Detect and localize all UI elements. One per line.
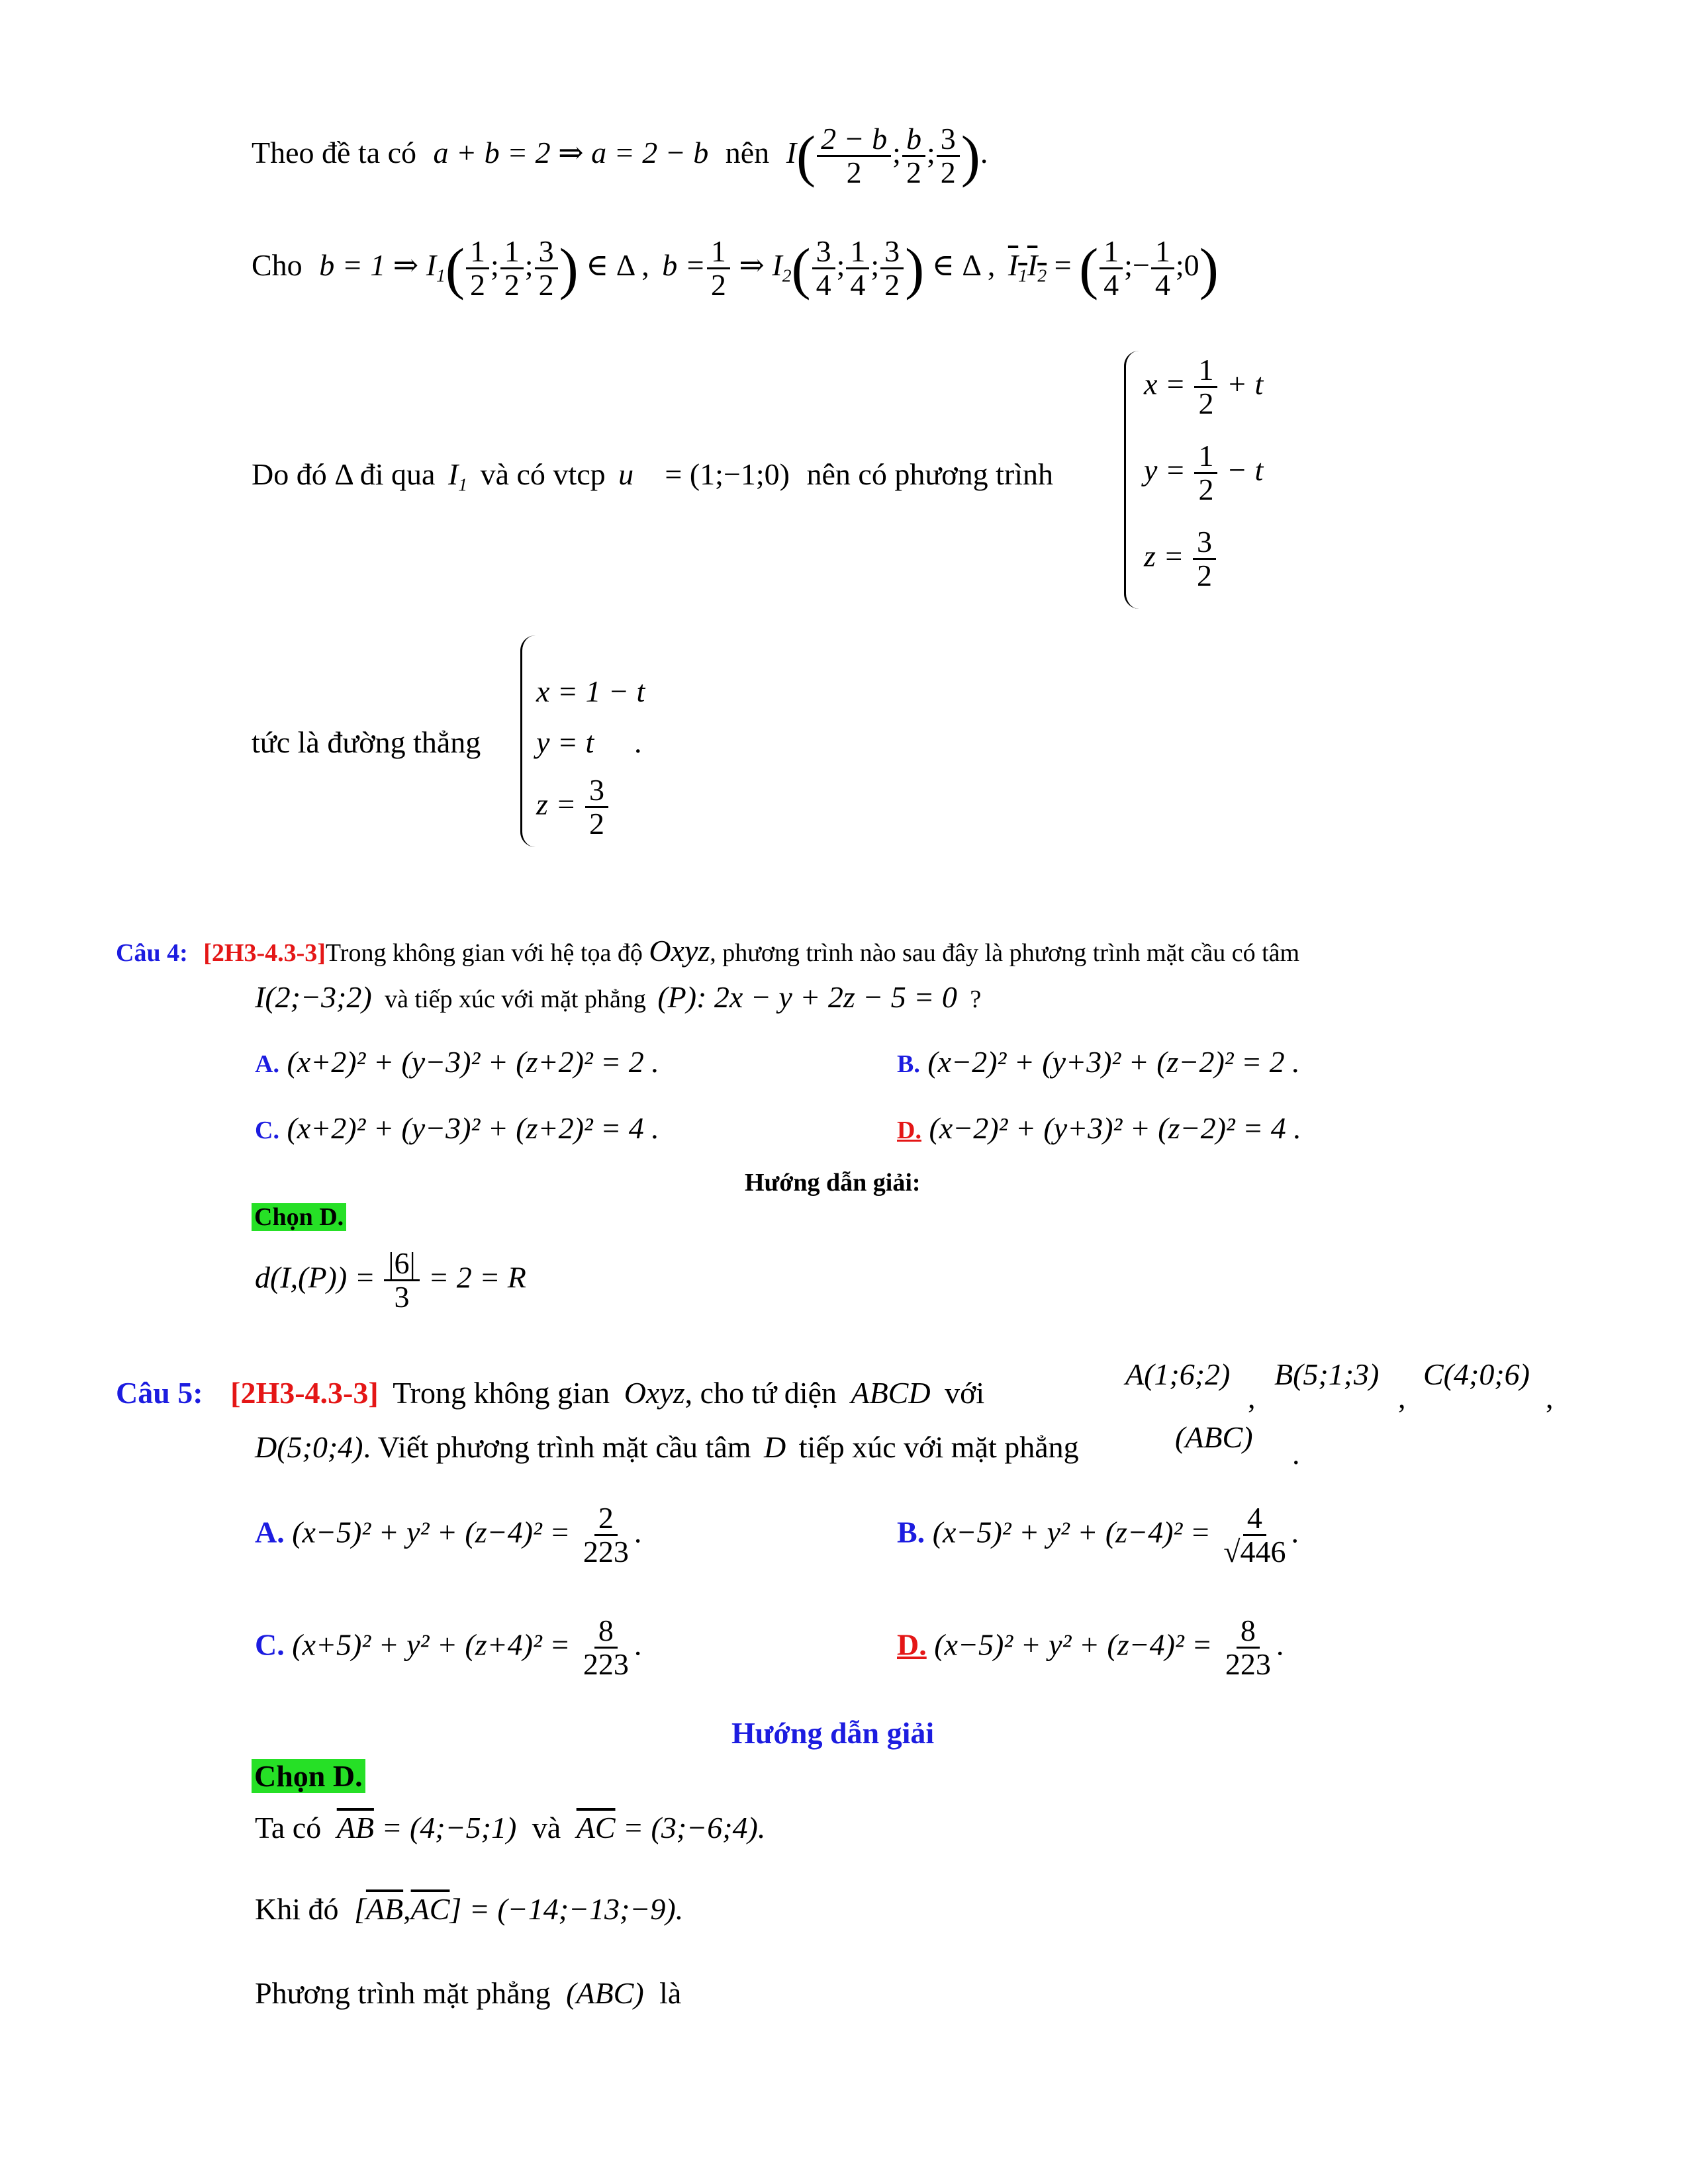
option-eq: (x+2)² + (y−3)² + (z+2)² = 4 . bbox=[287, 1111, 659, 1145]
fraction-den: 223 bbox=[583, 1535, 629, 1569]
fraction bbox=[579, 1502, 633, 1569]
q4-solution bbox=[255, 1248, 526, 1314]
fraction-den: √446 bbox=[1223, 1535, 1286, 1569]
q5-line3-pre: Phương trình mặt phẳng bbox=[255, 1976, 551, 2010]
point-i-label: I bbox=[786, 136, 797, 170]
q4-stem-2: , phương trình nào sau đây là phương trình mặt cầu có tâm bbox=[710, 939, 1300, 967]
q5-abcd: ABCD bbox=[851, 1376, 931, 1410]
vector-u: u⃗ bbox=[618, 457, 657, 491]
option-eq: (x−2)² + (y+3)² + (z−2)² = 2 . bbox=[927, 1045, 1300, 1079]
q5-option-c[interactable]: C. (x+5)² + y² + (z+4)² = $\frac{8}{223}$ . bbox=[255, 1614, 642, 1682]
q5-line1-ac-val: = (3;−6;4). bbox=[623, 1811, 766, 1844]
comma: , bbox=[1248, 1381, 1256, 1414]
q5-choice bbox=[252, 1758, 365, 1794]
option-key: A. bbox=[255, 1515, 285, 1549]
q5-point-d: D(5;0;4) bbox=[255, 1430, 363, 1464]
fraction bbox=[384, 1248, 419, 1314]
q4-guide-heading: Hướng dẫn giải: bbox=[745, 1169, 921, 1197]
q4-label: Câu 4: bbox=[116, 939, 188, 967]
q5-stem-line-1 bbox=[116, 1375, 984, 1410]
fraction-num: 8 bbox=[1237, 1615, 1260, 1649]
q4-stem-3: và tiếp xúc với mặt phẳng bbox=[385, 985, 646, 1013]
fraction: $\frac{2 - b}{2}$ bbox=[817, 123, 891, 189]
q5-line2-val: = (−14;−13;−9). bbox=[469, 1892, 684, 1926]
fraction-den: 223 bbox=[1225, 1647, 1271, 1682]
vector-i1i2: $I_1I_2$ bbox=[1008, 248, 1047, 286]
q4-center: I(2;−3;2) bbox=[255, 980, 372, 1014]
fraction-num: 8 bbox=[594, 1615, 618, 1649]
prev-line1-non: nên bbox=[725, 136, 770, 170]
fraction bbox=[1221, 1615, 1275, 1681]
option-key: B. bbox=[897, 1515, 925, 1549]
q4-option-b[interactable] bbox=[897, 1044, 1300, 1079]
q4-option-d[interactable] bbox=[897, 1111, 1301, 1146]
math-b-eq-half: b = bbox=[662, 248, 706, 283]
option-lhs: (x−5)² + y² + (z−4)² = bbox=[932, 1515, 1211, 1549]
vector-ac: $\overline{AC}$ bbox=[410, 1892, 450, 1926]
option-key: D. bbox=[897, 1116, 921, 1144]
q5-line2-pre: Khi đó bbox=[255, 1892, 339, 1926]
q5-line-1 bbox=[255, 1810, 765, 1845]
option-lhs: (x+5)² + y² + (z+4)² = bbox=[292, 1627, 571, 1662]
prev-line-4 bbox=[252, 725, 481, 760]
q5-line-3 bbox=[255, 1976, 681, 2011]
q5-line-2: Khi đó $[\overline{AB},\overline{AC}]$ = (−14;−13;−9). bbox=[255, 1892, 684, 1926]
q5-stem-line-2 bbox=[255, 1430, 1079, 1465]
system2-eq-z: z = $\frac{3}{2}$ bbox=[536, 774, 610, 841]
q4-choice bbox=[252, 1203, 346, 1232]
prev-line3-mid: và có vtcp bbox=[480, 457, 606, 491]
option-key: B. bbox=[897, 1050, 920, 1078]
q5-option-d[interactable]: D. (x−5)² + y² + (z−4)² = $\frac{8}{223}$ . bbox=[897, 1614, 1284, 1682]
q5-point-c: C(4;0;6) bbox=[1423, 1357, 1530, 1391]
q4-stem-line-1 bbox=[116, 933, 1299, 968]
prev-line-1: Theo đề ta có a + b = 2 ⇒ a = 2 − b nên I( $\frac{2 - b}{2}$ ; $\frac{b}{2}$ ; $\frac{3}{2}$ ). bbox=[252, 121, 988, 189]
option-eq: (x−2)² + (y+3)² + (z−2)² = 4 . bbox=[929, 1111, 1301, 1145]
q5-line1-va: và bbox=[532, 1811, 561, 1844]
math-b-eq-1: b = 1 ⇒ $I_1$ bbox=[319, 248, 445, 286]
prev-line-3: Do đó Δ đi qua $I_1$ và có vtcp u⃗ = (1;−1;0) nên có phương trình bbox=[252, 457, 1053, 495]
q5-line1-pre: Ta có bbox=[255, 1811, 322, 1844]
system-eq-x: x = $\frac{1}{2}$ + t bbox=[1144, 353, 1264, 421]
option-lhs: (x−5)² + y² + (z−4)² = bbox=[292, 1515, 571, 1549]
q5-stem-5: tiếp xúc với mặt phẳng bbox=[798, 1430, 1079, 1464]
q5-point-a: A(1;6;2) bbox=[1125, 1357, 1231, 1391]
q5-stem-1: Trong không gian bbox=[393, 1376, 610, 1410]
q5-option-b[interactable]: B. (x−5)² + y² + (z−4)² = $\frac{4}{√446}$ . bbox=[897, 1501, 1299, 1569]
system-brace bbox=[520, 635, 536, 847]
fraction-den: 223 bbox=[583, 1647, 629, 1682]
q4-oxyz: Oxyz bbox=[649, 934, 710, 968]
option-key: C. bbox=[255, 1116, 279, 1144]
q4-stem-line-2 bbox=[255, 979, 981, 1015]
fraction: $\frac{b}{2}$ bbox=[902, 123, 925, 189]
q4-option-c[interactable] bbox=[255, 1111, 659, 1146]
prev-line3-suffix: nên có phương trình bbox=[806, 457, 1053, 491]
prev-line4-text: tức là đường thẳng bbox=[252, 725, 481, 759]
q5-line1-ab-val: = (4;−5;1) bbox=[381, 1811, 517, 1844]
q5-stem-2: , cho tứ diện bbox=[684, 1376, 837, 1410]
vector-ab: $\overline{AB}$ bbox=[336, 1811, 374, 1844]
q4-solution-den: 3 bbox=[394, 1280, 410, 1314]
q4-solution-lhs: d(I,(P)) = bbox=[255, 1260, 375, 1295]
fraction bbox=[579, 1615, 633, 1681]
option-lhs: (x−5)² + y² + (z−4)² = bbox=[934, 1627, 1213, 1662]
q4-option-a[interactable] bbox=[255, 1044, 659, 1079]
paren-close: ) bbox=[961, 124, 980, 188]
q4-solution-rhs: = 2 = R bbox=[428, 1260, 526, 1295]
q5-option-a[interactable]: A. (x−5)² + y² + (z−4)² = $\frac{2}{223}$ . bbox=[255, 1501, 642, 1569]
comma: , bbox=[1398, 1381, 1406, 1414]
q4-plane: (P): 2x − y + 2z − 5 = 0 bbox=[657, 980, 957, 1014]
q5-stem-4: . Viết phương trình mặt cầu tâm bbox=[363, 1430, 751, 1464]
system-eq-y: y = $\frac{1}{2}$ − t bbox=[1144, 439, 1264, 507]
fraction-num: 4 bbox=[1243, 1502, 1266, 1536]
q5-line3-plane: (ABC) bbox=[566, 1976, 644, 2010]
fraction: $\frac{3}{2}$ bbox=[937, 123, 960, 189]
period: . bbox=[634, 725, 642, 759]
system2-eq-x: x = 1 − t bbox=[536, 674, 645, 708]
option-key: C. bbox=[255, 1627, 285, 1662]
q4-solution-num: |6| bbox=[384, 1248, 419, 1281]
q4-choice-badge: Chọn D. bbox=[252, 1203, 346, 1231]
fraction bbox=[1219, 1502, 1289, 1569]
q5-plane: (ABC) bbox=[1175, 1420, 1253, 1454]
system2-eq-y: y = t bbox=[536, 725, 594, 759]
q5-code: [2H3-4.3-3] bbox=[230, 1376, 379, 1410]
q5-guide-heading: Hướng dẫn giải bbox=[731, 1716, 935, 1750]
q5-choice-badge: Chọn D. bbox=[252, 1759, 365, 1793]
period: . bbox=[1292, 1437, 1300, 1471]
option-eq: (x+2)² + (y−3)² + (z+2)² = 2 . bbox=[287, 1045, 659, 1079]
prev-line3-prefix: Do đó Δ đi qua bbox=[252, 457, 436, 491]
prev-line-2: Cho b = 1 ⇒ $I_1$( $\frac{1}{2}$ ; $\frac{1}{2}$ ; $\frac{3}{2}$ ) ∈ Δ , b = $\frac{1}{2}$ ⇒ $I_2$( $\frac{3}{4}$ ; $\frac{1}{4}$ ; $\frac{3}{2}$ ) ∈ Δ , $I_1I_2$ = ( $\frac{1}{4}$ ;− $\frac{1}{4}$ ;0) bbox=[252, 234, 1219, 302]
option-key: A. bbox=[255, 1050, 279, 1078]
q4-qmark: ? bbox=[970, 985, 982, 1013]
q4-code: [2H3-4.3-3] bbox=[203, 939, 326, 967]
q5-oxyz: Oxyz bbox=[624, 1376, 685, 1410]
comma: , bbox=[1546, 1381, 1554, 1414]
fraction-num: 2 bbox=[594, 1502, 618, 1536]
q5-center-d: D bbox=[764, 1430, 786, 1464]
prev-line2-cho: Cho bbox=[252, 248, 303, 283]
q5-line3-post: là bbox=[659, 1976, 682, 2010]
prev-line1-text: Theo đề ta có bbox=[252, 136, 417, 170]
q4-stem-1: Trong không gian với hệ tọa độ bbox=[325, 939, 643, 967]
paren-open: ( bbox=[796, 124, 816, 188]
option-key: D. bbox=[897, 1627, 927, 1662]
vector-ac: $\overline{AC}$ bbox=[576, 1811, 616, 1844]
q5-label: Câu 5: bbox=[116, 1376, 203, 1410]
system-eq-z: z = $\frac{3}{2}$ bbox=[1144, 526, 1217, 592]
vector-ab: $\overline{AB}$ bbox=[365, 1892, 404, 1926]
q5-point-b: B(5;1;3) bbox=[1274, 1357, 1380, 1391]
q5-stem-3: với bbox=[945, 1376, 985, 1410]
system-brace bbox=[1124, 351, 1139, 609]
prev-line1-math: a + b = 2 ⇒ a = 2 − b bbox=[433, 136, 709, 170]
